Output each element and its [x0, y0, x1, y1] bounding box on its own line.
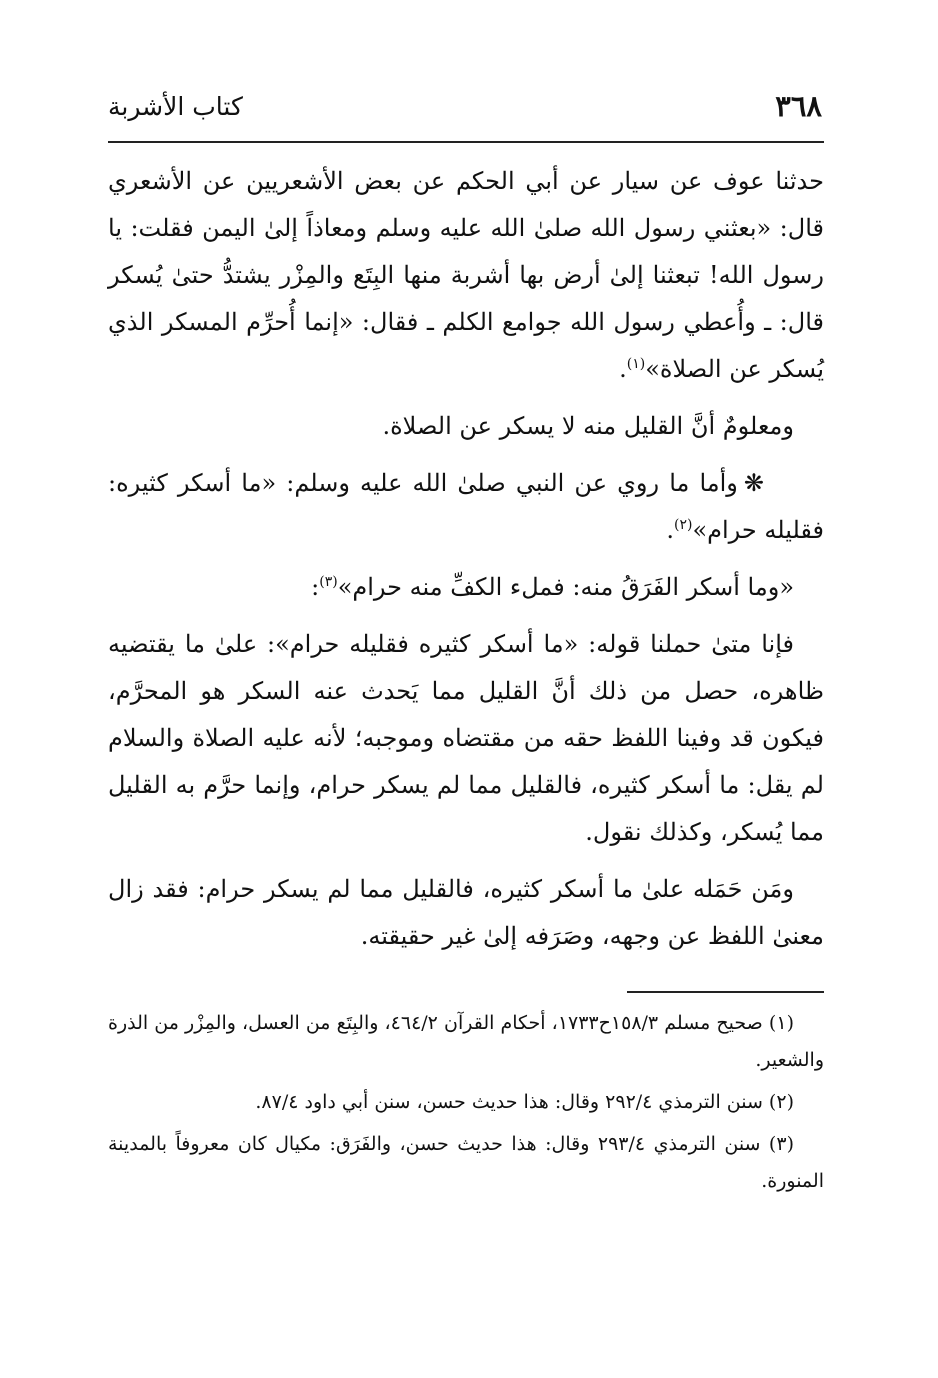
- paragraph-6: [108, 866, 824, 960]
- paragraph-6-text: ومَن حَمَله علىٰ ما أسكر كثيره، فالقليل مما لم يسكر حرام: فقد زال معنىٰ اللفظ عن وجهه، وصَرَفه إلىٰ غير حقيقته.: [108, 875, 824, 950]
- paragraph-3-text: وأما ما روي عن النبي صلىٰ الله عليه وسلم: «ما أسكر كثيره: فقليله حرام»: [108, 469, 824, 544]
- footnote-separator: [627, 991, 824, 993]
- paragraph-4-text: «وما أسكر الفَرَقُ منه: فملء الكفِّ منه حرام»: [337, 573, 794, 601]
- paragraph-4-end: :: [311, 573, 320, 601]
- paragraph-2: [108, 403, 824, 450]
- running-title: كتاب الأشربة: [108, 92, 243, 121]
- paragraph-3: [108, 460, 824, 554]
- footnotes: [108, 1005, 824, 1205]
- paragraph-1-text: حدثنا عوف عن سيار عن أبي الحكم عن بعض الأشعريين عن الأشعري قال: «بعثني رسول الله صلىٰ الله عليه وسلم ومعاذاً إلىٰ اليمن فقلت: يا رسول الله! تبعثنا إلىٰ أرض بها أشربة منها البِتَع والمِزْر يشتدُّ حتىٰ يُسكر قال: ـ وأُعطي رسول الله جوامع الكلم ـ فقال: «إنما أُحرِّم المسكر الذي يُسكر عن الصلاة»: [108, 167, 824, 383]
- paragraph-2-text: ومعلومٌ أنَّ القليل منه لا يسكر عن الصلاة.: [382, 412, 794, 440]
- footnote-1: (١) صحيح مسلم ١٥٨/٣ح١٧٣٣، أحكام القرآن ٤٦٤/٢، والبِتَع من العسل، والمِزْر من الذرة والشعير.: [108, 1012, 824, 1071]
- footnote-2: (٢) سنن الترمذي ٢٩٢/٤ وقال: هذا حديث حسن، سنن أبي داود ٨٧/٤.: [255, 1091, 794, 1113]
- paragraph-5-text: فإنا متىٰ حملنا قوله: «ما أسكر كثيره فقليله حرام»: علىٰ ما يقتضيه ظاهره، حصل من ذلك أنَّ القليل مما يَحدث عنه السكر هو المحرَّم، فيكون قد وفينا اللفظ حقه من مقتضاه وموجبه؛ لأنه عليه الصلاة والسلام لم يقل: ما أسكر كثيره، فالقليل مما لم يسكر حرام، وإنما حرَّم به القليل مما يُسكر، وكذلك نقول.: [108, 630, 824, 846]
- paragraph-4: [108, 564, 824, 611]
- footnote-ref-1[interactable]: (١): [626, 356, 646, 372]
- main-text: [108, 158, 824, 970]
- page-header: [108, 88, 822, 128]
- paragraph-5: [108, 621, 824, 856]
- footnote-ref-2[interactable]: (٢): [674, 517, 693, 533]
- header-rule: [108, 141, 824, 143]
- paragraph-1: [108, 158, 824, 393]
- paragraph-1-end: .: [619, 355, 627, 383]
- footnote-3: (٣) سنن الترمذي ٢٩٣/٤ وقال: هذا حديث حسن، والفَرَق: مكيال كان معروفاً بالمدينة المنورة.: [108, 1133, 824, 1192]
- footnote-ref-3[interactable]: (٣): [319, 574, 338, 590]
- asterisk-star-icon: ❋: [743, 469, 764, 497]
- paragraph-3-end: .: [666, 516, 674, 544]
- page-number: ٣٦٨: [775, 89, 822, 123]
